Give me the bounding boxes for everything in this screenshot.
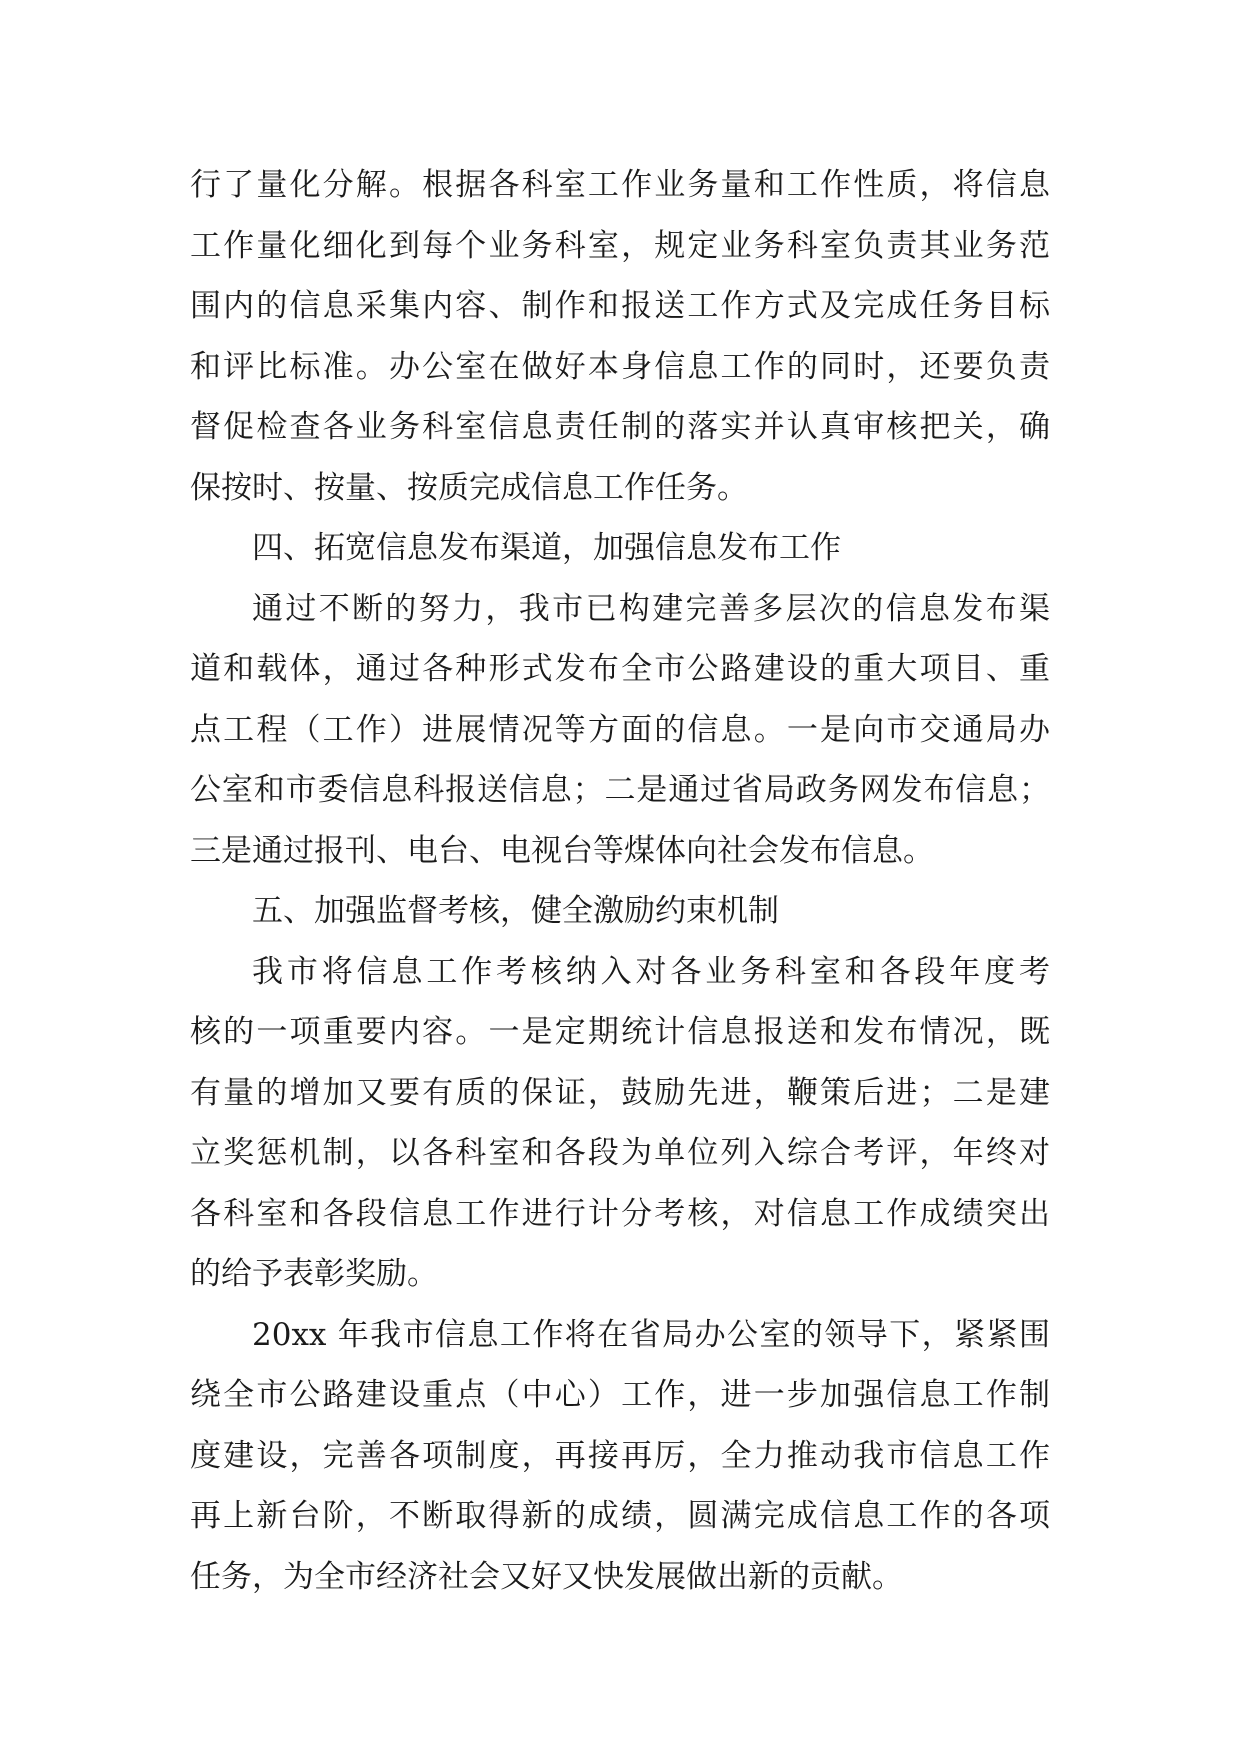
text-line: 和评比标准。办公室在做好本身信息工作的同时，还要负责 — [190, 348, 1050, 385]
text-line: 督促检查各业务科室信息责任制的落实并认真审核把关，确 — [190, 409, 1050, 445]
text-line: 各科室和各段信息工作进行计分考核，对信息工作成绩突出 — [190, 1195, 1050, 1232]
text-line: 点工程（工作）进展情况等方面的信息。一是向市交通局办 — [190, 711, 1050, 748]
text-line: 道和载体，通过各种形式发布全市公路建设的重大项目、重 — [190, 651, 1050, 687]
text-line: 任务，为全市经济社会又好又快发展做出新的贡献。 — [190, 1558, 903, 1595]
text-line: 立奖惩机制，以各科室和各段为单位列入综合考评，年终对 — [190, 1135, 1050, 1171]
text-line: 的给予表彰奖励。 — [190, 1256, 438, 1292]
text-line: 行了量化分解。根据各科室工作业务量和工作性质，将信息 — [190, 167, 1050, 203]
section-heading: 五、加强监督考核，健全激励约束机制 — [252, 893, 779, 929]
text-line: 绕全市公路建设重点（中心）工作，进一步加强信息工作制 — [190, 1377, 1050, 1413]
text-line: 通过不断的努力，我市已构建完善多层次的信息发布渠 — [252, 590, 1050, 627]
text-line: 20xx 年我市信息工作将在省局办公室的领导下，紧紧围 — [252, 1316, 1050, 1353]
text-line: 工作量化细化到每个业务科室，规定业务科室负责其业务范 — [190, 227, 1050, 264]
text-line: 公室和市委信息科报送信息；二是通过省局政务网发布信息； — [190, 772, 1050, 808]
text-line: 我市将信息工作考核纳入对各业务科室和各段年度考 — [252, 953, 1050, 990]
text-line: 度建设，完善各项制度，再接再厉，全力推动我市信息工作 — [190, 1437, 1050, 1474]
section-heading: 四、拓宽信息发布渠道，加强信息发布工作 — [252, 530, 841, 566]
text-line: 有量的增加又要有质的保证，鼓励先进，鞭策后进；二是建 — [190, 1074, 1050, 1111]
text-line: 围内的信息采集内容、制作和报送工作方式及完成任务目标 — [190, 288, 1050, 324]
text-line: 保按时、按量、按质完成信息工作任务。 — [190, 469, 748, 506]
text-line: 三是通过报刊、电台、电视台等煤体向社会发布信息。 — [190, 832, 934, 869]
text-line: 再上新台阶，不断取得新的成绩，圆满完成信息工作的各项 — [190, 1498, 1050, 1534]
text-line: 核的一项重要内容。一是定期统计信息报送和发布情况，既 — [190, 1014, 1050, 1050]
document-body — [190, 155, 1050, 1607]
